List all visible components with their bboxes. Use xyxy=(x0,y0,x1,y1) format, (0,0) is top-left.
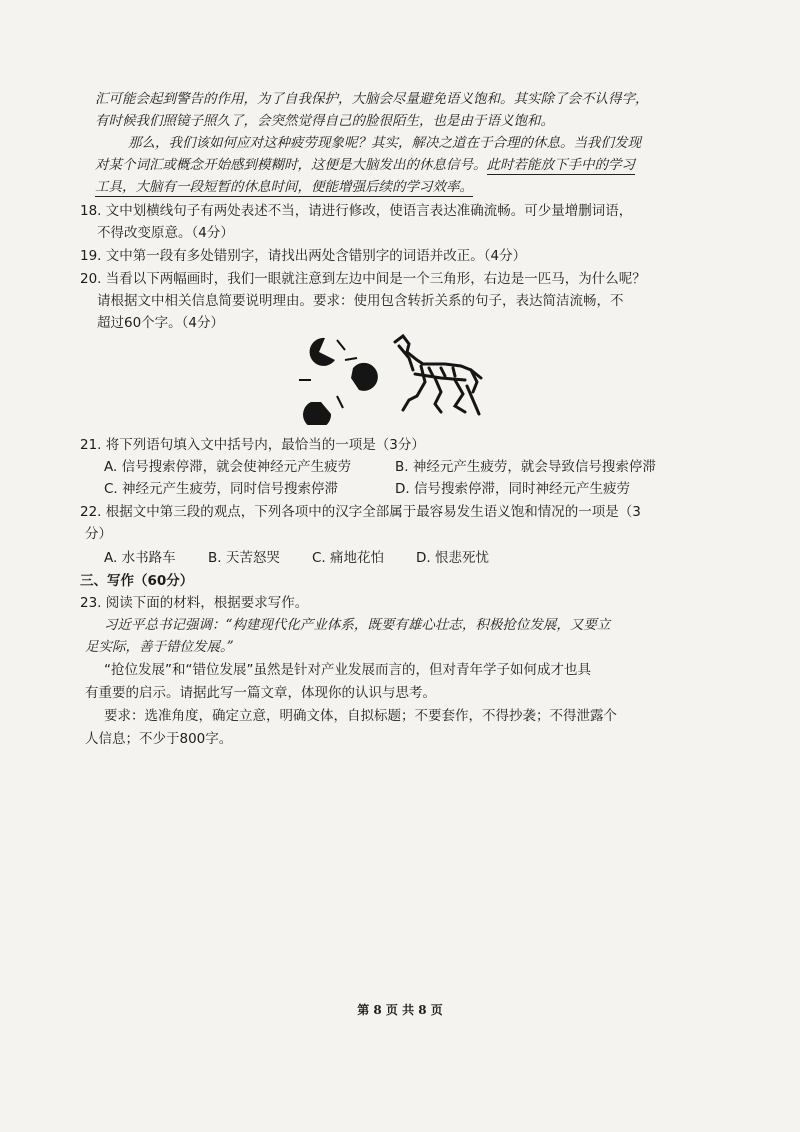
question-20-line-3: 超过60个字。（4分） xyxy=(97,315,225,331)
question-21-option-c: C. 神经元产生疲劳，同时信号搜索停滞 xyxy=(104,481,339,497)
question-23: 23. 阅读下面的材料，根据要求写作。 xyxy=(80,595,309,611)
question-22-option-d: D. 恨悲死忧 xyxy=(416,550,489,566)
question-22-option-b: B. 天苦怒哭 xyxy=(208,550,280,566)
pacman-disc-right xyxy=(351,363,378,391)
section-title-writing: 三、写作（60分） xyxy=(80,573,194,589)
question-21-option-b: B. 神经元产生疲劳，就会导致信号搜索停滞 xyxy=(395,459,656,475)
requirements-line-1: 要求：选准角度，确定立意，明确文体，自拟标题；不要套作，不得抄袭；不得泄露个 xyxy=(104,708,617,724)
pacman-disc-top xyxy=(310,338,335,366)
passage-line-2: 有时候我们照镜子照久了，会突然觉得自己的脸很陌生，也是由于语义饱和。 xyxy=(95,113,554,129)
question-22-option-c: C. 痛地花怕 xyxy=(312,550,385,566)
quote-line-1: 习近平总书记强调：“构建现代化产业体系，既要有雄心壮志，积极抢位发展，又要立 xyxy=(104,617,611,633)
underlined-sentence-part-1: 此时若能放下手中的学习 xyxy=(486,157,635,173)
kanizsa-triangle-and-horse-drawing xyxy=(295,330,495,425)
question-21-option-d: D. 信号搜索停滞，同时神经元产生疲劳 xyxy=(395,481,630,497)
question-21: 21. 将下列语句填入文中括号内，最恰当的一项是（3分） xyxy=(80,437,425,453)
passage-line-1: 汇可能会起到警告的作用，为了自我保护，大脑会尽量避免语义饱和。其实除了会不认得字， xyxy=(95,91,649,107)
underlined-sentence-part-2: 工具，大脑有一段短暂的休息时间，便能增强后续的学习效率。 xyxy=(95,179,473,195)
question-22-line-2: 分） xyxy=(85,526,112,542)
question-21-option-a: A. 信号搜索停滞，就会使神经元产生疲劳 xyxy=(104,459,352,475)
passage-line-3: 那么，我们该如何应对这种疲劳现象呢？其实，解决之道在于合理的休息。当我们发现 xyxy=(128,135,641,151)
pacman-disc-bottom xyxy=(303,402,331,425)
question-18-line-1: 18. 文中划横线句子有两处表述不当，请进行修改，使语言表达准确流畅。可少量增删词语， xyxy=(80,203,633,219)
question-19: 19. 文中第一段有多处错别字，请找出两处含错别字的词语并改正。（4分） xyxy=(80,248,527,264)
quote-line-2: 足实际，善于错位发展。” xyxy=(85,639,234,655)
horse-drawing xyxy=(395,336,481,414)
question-18-line-2: 不得改变原意。（4分） xyxy=(97,225,234,241)
prompt-line-1: “抢位发展”和“错位发展”虽然是针对产业发展而言的，但对青年学子如何成才也具 xyxy=(104,662,591,678)
requirements-line-2: 人信息；不少于800字。 xyxy=(85,731,233,747)
question-22-line-1: 22. 根据文中第三段的观点，下列各项中的汉字全部属于最容易发生语义饱和情况的一项是（3 xyxy=(80,504,641,520)
question-22-option-a: A. 水书路车 xyxy=(104,550,176,566)
passage-line-4 xyxy=(95,156,635,174)
question-20-line-1: 20. 当看以下两幅画时，我们一眼就注意到左边中间是一个三角形，右边是一匹马，为什么呢？ xyxy=(80,271,646,287)
passage-line-5 xyxy=(95,178,473,196)
prompt-line-2: 有重要的启示。请据此写一篇文章，体现你的认识与思考。 xyxy=(85,685,436,701)
illusion-figures xyxy=(295,330,495,429)
page-number: 第 8 页 共 8 页 xyxy=(357,1003,443,1017)
question-20-line-2: 请根据文中相关信息简要说明理由。要求：使用包含转折关系的句子，表达简洁流畅，不 xyxy=(97,293,624,309)
passage-line-4-text: 对某个词汇或概念开始感到模糊时，这便是大脑发出的休息信号。 xyxy=(95,157,487,173)
